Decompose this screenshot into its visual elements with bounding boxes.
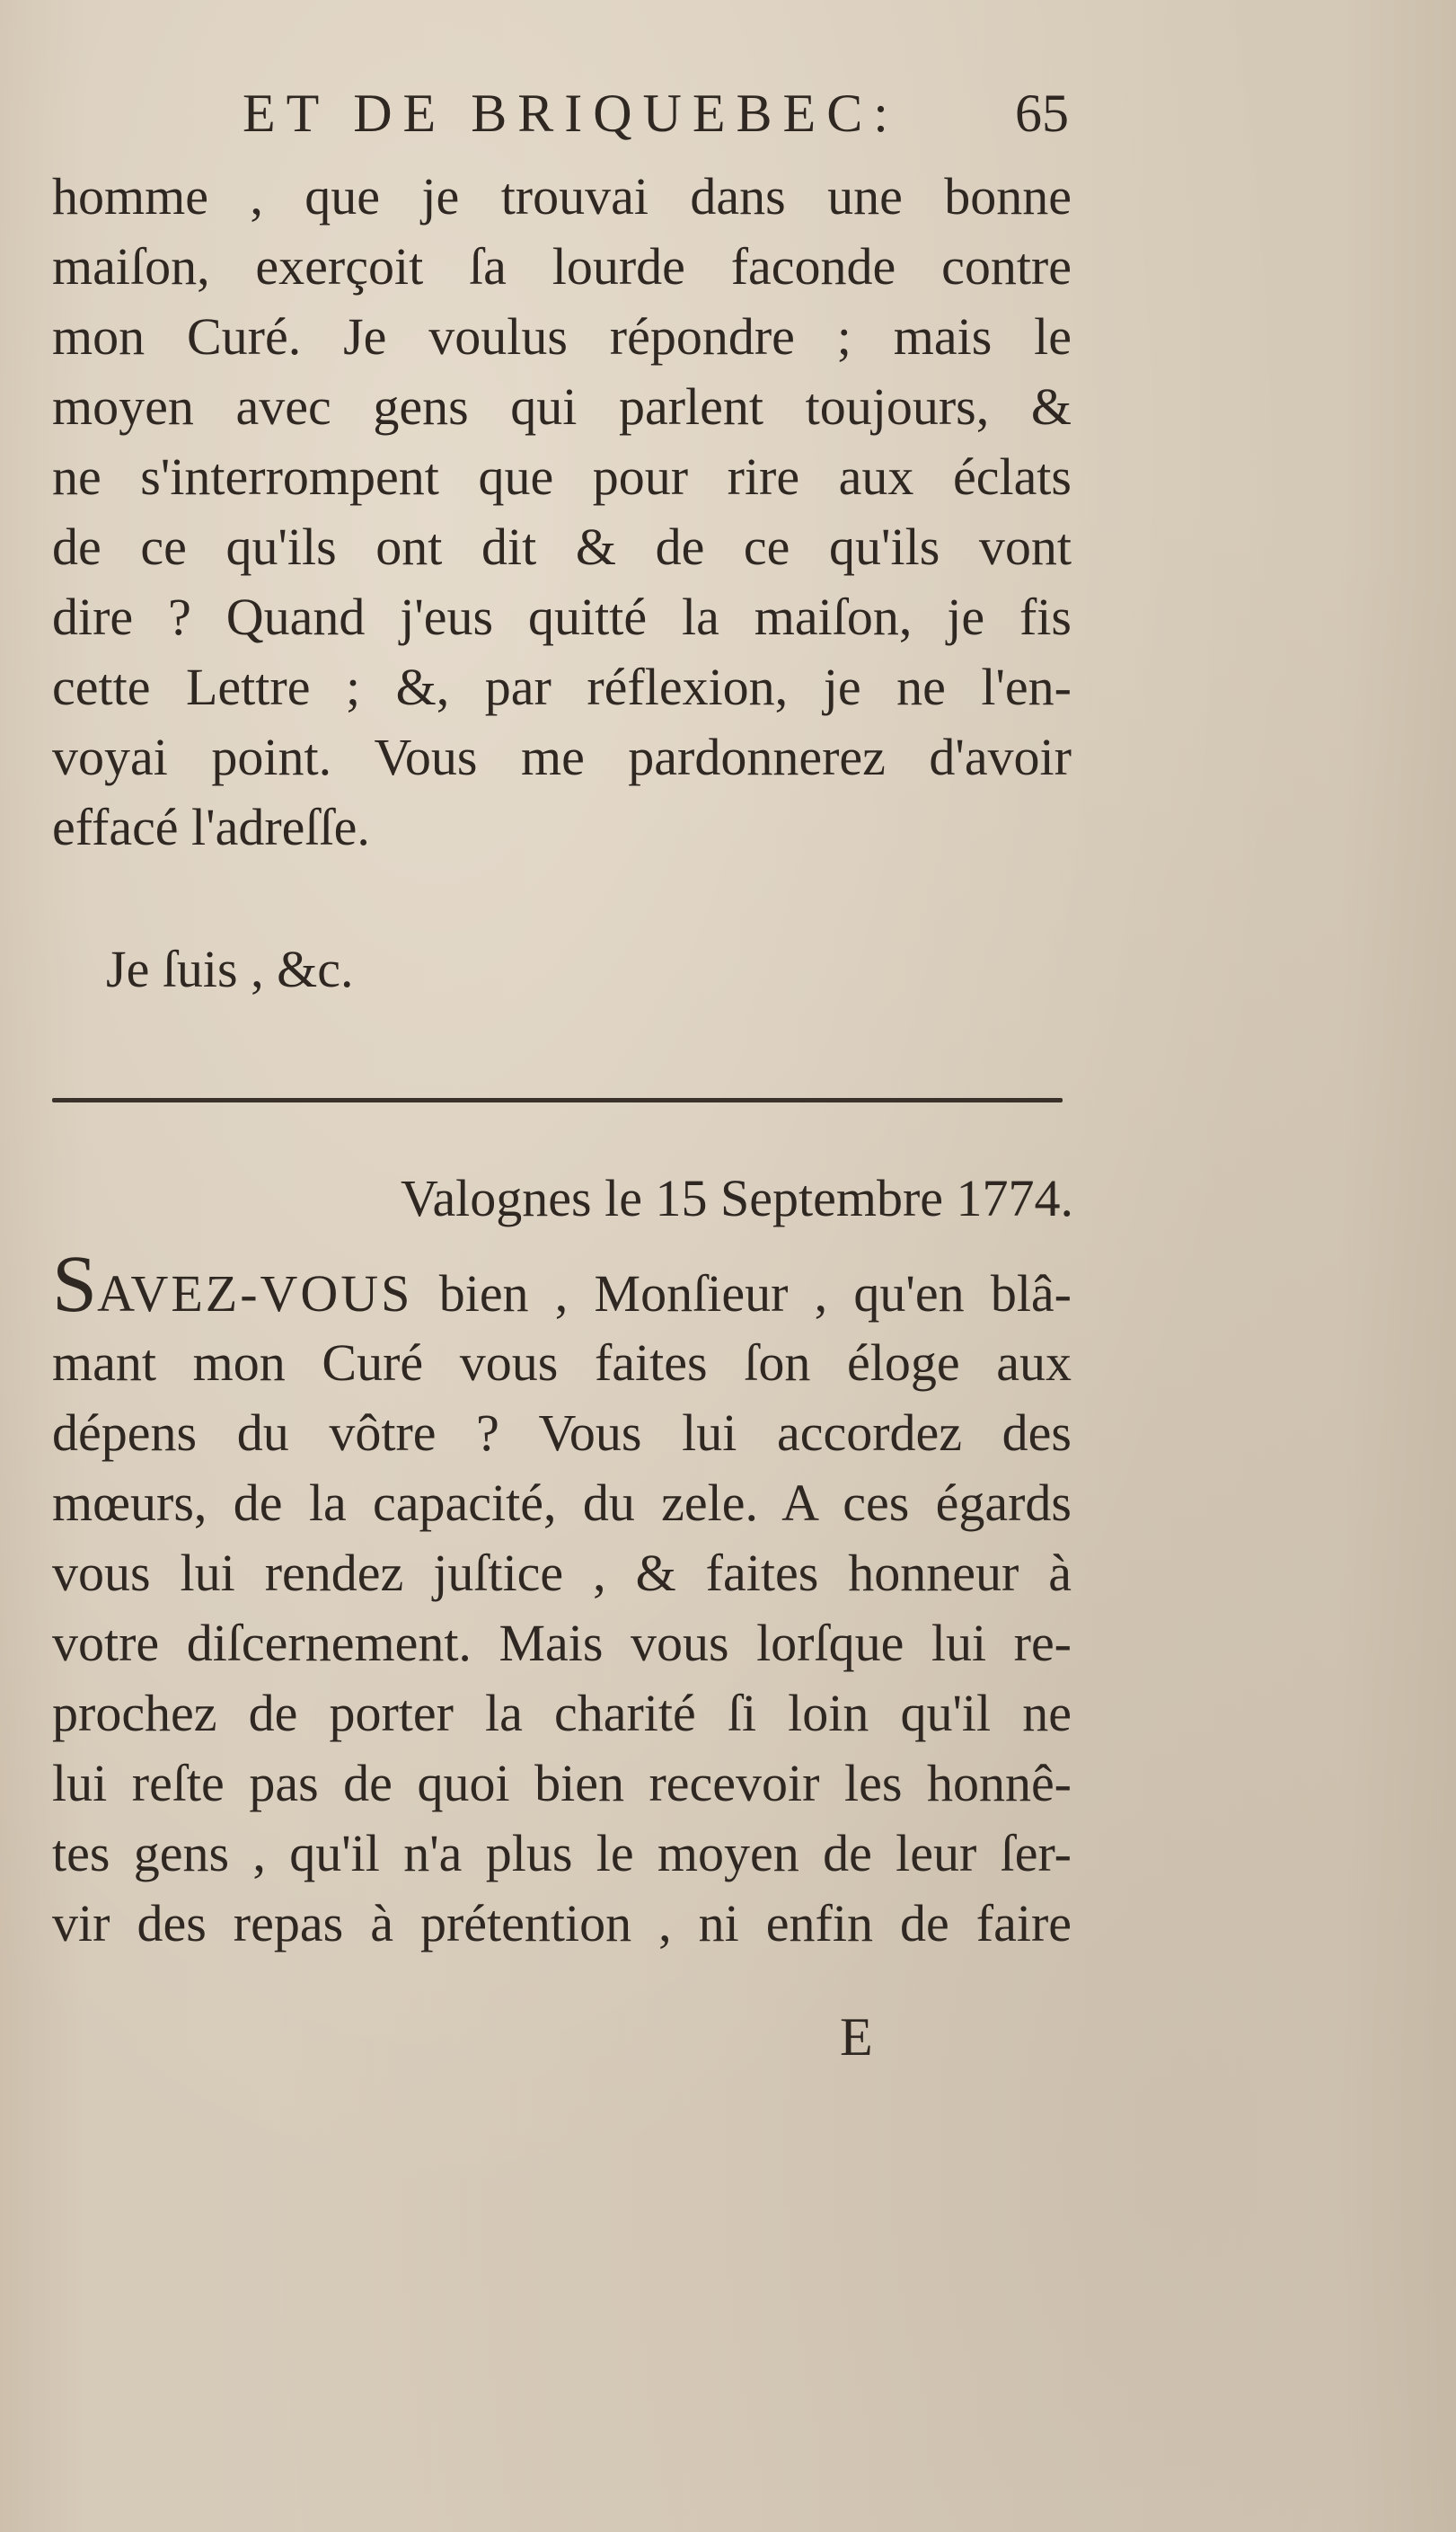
- text-line: mon Curé. Je voulus répondre ; mais le: [52, 307, 1072, 366]
- text-line: mœurs, de la capacité, du zele. A ces égards: [52, 1474, 1072, 1532]
- text-line: de ce qu'ils ont dit & de ce qu'ils vont: [52, 518, 1072, 576]
- paragraph-continued: [52, 162, 1072, 863]
- text-line: ne s'interrompent que pour rire aux éclats: [52, 447, 1072, 506]
- text-line: dire ? Quand j'eus quitté la maiſon, je fis: [52, 588, 1072, 646]
- text-line: lui reſte pas de quoi bien recevoir les honnê-: [52, 1754, 1072, 1812]
- letter-dateline: Valognes le 15 Septembre 1774.: [400, 1169, 1073, 1227]
- text-line: tes gens , qu'il n'a plus le moyen de leur ſer-: [52, 1824, 1072, 1882]
- page-header: [243, 83, 1069, 155]
- text-line: voyai point. Vous me pardonnerez d'avoir: [52, 728, 1072, 786]
- text-line: vir des repas à prétention , ni enfin de faire: [52, 1894, 1072, 1952]
- text-line: homme , que je trouvai dans une bonne: [52, 167, 1072, 226]
- section-divider: [52, 1098, 1063, 1102]
- text-line: mant mon Curé vous faites ſon éloge aux: [52, 1333, 1072, 1392]
- text-line: votre diſcernement. Mais vous lorſque lui re-: [52, 1614, 1072, 1672]
- running-head: ET DE BRIQUEBEC:: [243, 84, 899, 143]
- text-line: cette Lettre ; &, par réflexion, je ne l'en-: [52, 658, 1072, 716]
- text-line: moyen avec gens qui parlent toujours, &: [52, 377, 1072, 436]
- text-line: dépens du vôtre ? Vous lui accordez des: [52, 1403, 1072, 1462]
- drop-cap: S: [52, 1240, 98, 1329]
- letter-body: [52, 1240, 1072, 1959]
- text-line: vous lui rendez juſtice , & faites honneur à: [52, 1544, 1072, 1602]
- text-line-first: [52, 1240, 1072, 1329]
- text-line: maiſon, exerçoit ſa lourde faconde contre: [52, 237, 1072, 296]
- opening-rest: bien , Monſieur , qu'en blâ-: [438, 1264, 1072, 1323]
- text-line: effacé l'adreſſe.: [52, 798, 370, 856]
- opening-smallcaps: AVEZ-VOUS: [97, 1264, 413, 1323]
- letter-closing: Je ſuis , &c.: [106, 940, 354, 998]
- text-line: prochez de porter la charité ſi loin qu'il ne: [52, 1684, 1072, 1742]
- page-number: 65: [1015, 84, 1069, 143]
- signature-mark: E: [840, 2007, 873, 2067]
